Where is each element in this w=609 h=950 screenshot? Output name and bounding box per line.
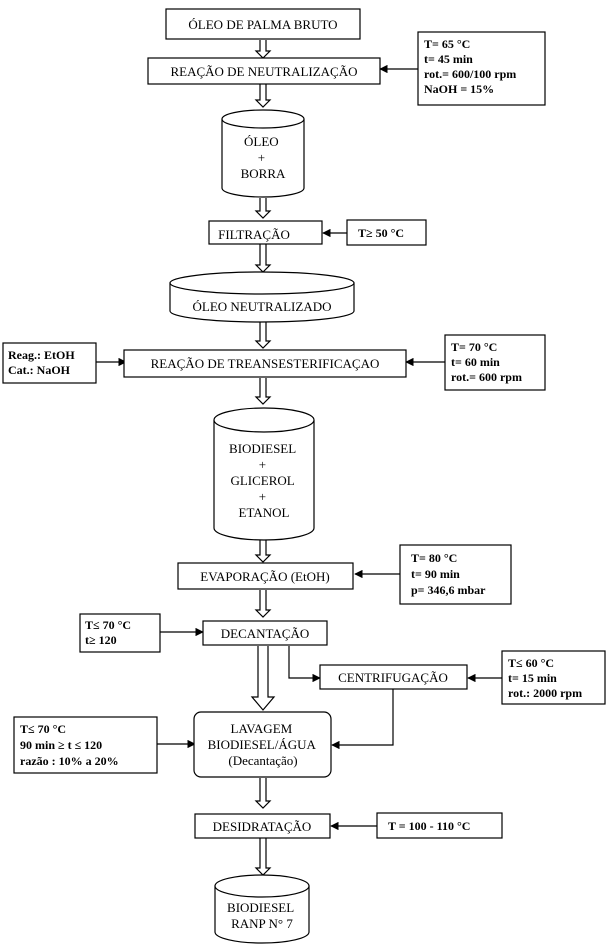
condition-line: Reag.: EtOH bbox=[8, 348, 75, 362]
condition-line: rot.= 600 rpm bbox=[451, 370, 522, 384]
reagents-conditions bbox=[8, 348, 78, 377]
oil-sludge-tank-top bbox=[222, 110, 304, 128]
condition-line: NaOH = 15% bbox=[424, 82, 495, 96]
final-biodiesel-line: RANP N° 7 bbox=[231, 916, 293, 931]
condition-line: 90 min ≥ t ≤ 120 bbox=[20, 738, 103, 752]
oil-sludge-line: + bbox=[257, 150, 266, 165]
washing-line: (Decantação) bbox=[228, 753, 298, 768]
final-biodiesel-line: BIODIESEL bbox=[227, 900, 294, 915]
biodiesel-mixture-line: ETANOL bbox=[238, 505, 290, 520]
condition-line: T= 80 °C bbox=[411, 551, 458, 565]
condition-line: T= 70 °C bbox=[451, 340, 498, 354]
flow-arrow bbox=[256, 378, 270, 404]
transesterification-label: REAÇÃO DE TREANSESTERIFICAÇAO bbox=[150, 356, 380, 371]
condition-line: t= 90 min bbox=[411, 567, 460, 581]
biodiesel-mixture-line: + bbox=[258, 457, 267, 472]
condition-arrow bbox=[332, 689, 393, 745]
condition-line: t≥ 120 bbox=[85, 633, 117, 647]
flow-arrow bbox=[256, 322, 270, 348]
condition-line: T≥ 50 °C bbox=[358, 226, 405, 240]
dehydration-label: DESIDRATAÇÃO bbox=[212, 819, 312, 834]
flow-arrow bbox=[256, 838, 270, 875]
flow-arrow bbox=[256, 198, 270, 218]
condition-line: T = 100 - 110 °C bbox=[388, 819, 471, 833]
flow-arrow bbox=[256, 40, 270, 58]
condition-arrow bbox=[289, 646, 320, 678]
final-biodiesel-label bbox=[227, 900, 297, 931]
flow-arrow bbox=[256, 540, 270, 562]
filtration-conditions bbox=[358, 226, 404, 240]
biodiesel-mixture-label bbox=[229, 441, 299, 520]
neutralization-label: REAÇÃO DE NEUTRALIZAÇÃO bbox=[170, 64, 358, 79]
biodiesel-mixture-line: + bbox=[258, 489, 267, 504]
oil-sludge-line: ÓLEO bbox=[244, 134, 279, 149]
condition-line: Cat.: NaOH bbox=[8, 363, 70, 377]
flow-arrow bbox=[256, 244, 270, 272]
biodiesel-mixture-line: BIODIESEL bbox=[229, 441, 296, 456]
neutralized-oil-tank-top bbox=[170, 272, 354, 294]
condition-line: p= 346,6 mbar bbox=[411, 583, 486, 597]
biodiesel-mixture-tank-top bbox=[214, 408, 314, 432]
condition-line: t= 45 min bbox=[424, 52, 473, 66]
biodiesel-mixture-line: GLICEROL bbox=[230, 473, 295, 488]
oil-sludge-line: BORRA bbox=[240, 166, 286, 181]
flow-arrow bbox=[256, 778, 270, 808]
condition-line: T≤ 70 °C bbox=[20, 722, 67, 736]
washing-line: BIODIESEL/ÁGUA bbox=[207, 737, 316, 752]
flow-arrow bbox=[256, 84, 270, 107]
flow-arrow bbox=[256, 590, 270, 617]
neutralized-oil-label: ÓLEO NEUTRALIZADO bbox=[192, 299, 332, 314]
condition-line: T= 65 °C bbox=[424, 37, 471, 51]
centrifugation-label: CENTRIFUGAÇÃO bbox=[338, 670, 448, 685]
washing-line: LAVAGEM bbox=[230, 721, 293, 736]
condition-line: t= 60 min bbox=[451, 355, 500, 369]
flow-arrow bbox=[252, 646, 274, 710]
decantation-label: DECANTAÇÃO bbox=[220, 626, 310, 641]
final-biodiesel-tank-top bbox=[215, 875, 309, 897]
evaporation-label: EVAPORAÇÃO (EtOH) bbox=[200, 569, 330, 584]
condition-line: T≤ 70 °C bbox=[85, 618, 132, 632]
dehydration-conditions bbox=[388, 819, 470, 833]
condition-line: rot.: 2000 rpm bbox=[508, 686, 583, 700]
raw-palm-oil-label: ÓLEO DE PALMA BRUTO bbox=[188, 17, 338, 32]
condition-line: t= 15 min bbox=[508, 671, 557, 685]
filtration-label: FILTRAÇÃO bbox=[218, 227, 290, 242]
condition-line: razão : 10% a 20% bbox=[20, 754, 119, 768]
condition-line: T≤ 60 °C bbox=[508, 656, 555, 670]
condition-line: rot.= 600/100 rpm bbox=[424, 67, 517, 81]
